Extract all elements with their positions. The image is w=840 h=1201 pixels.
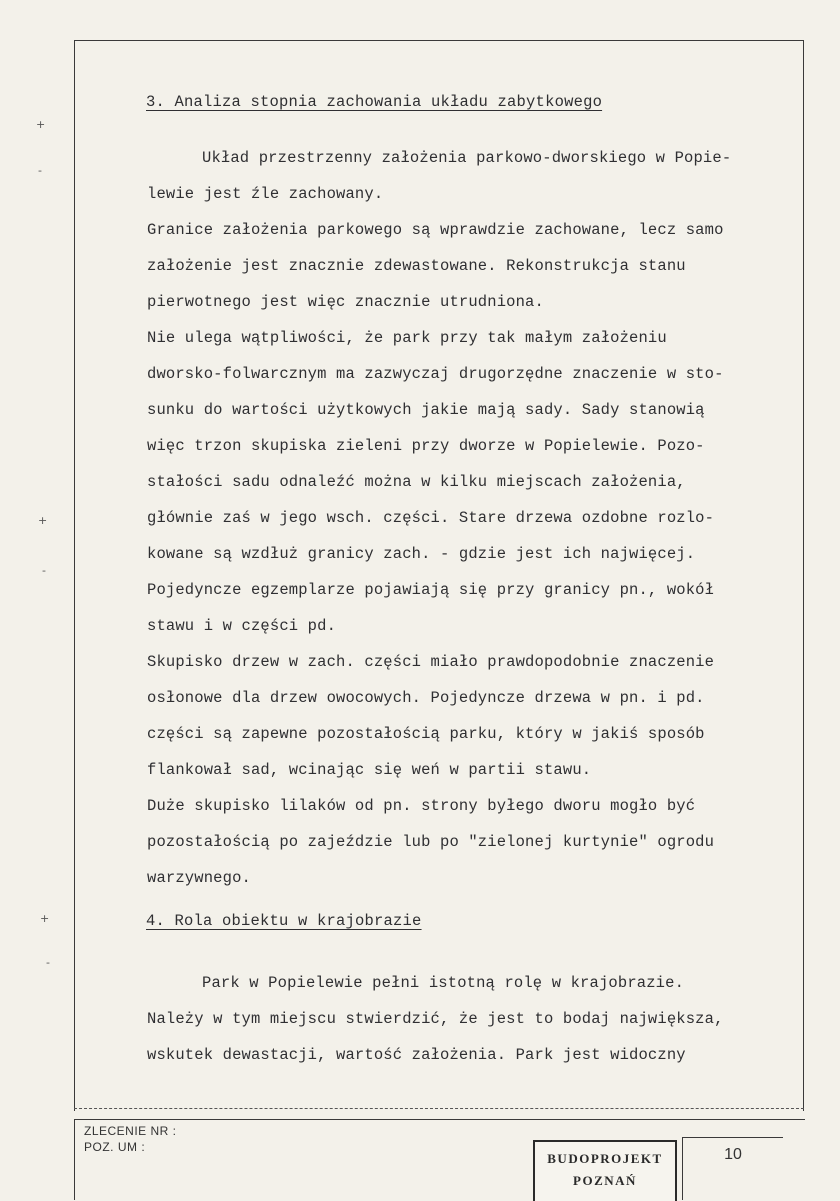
text-line: dworsko-folwarcznym ma zazwyczaj drugorzędne znaczenie w sto- bbox=[147, 365, 724, 383]
text-line: Pojedyncze egzemplarze pojawiają się przy granicy pn., wokół bbox=[147, 581, 715, 599]
page-number: 10 bbox=[724, 1146, 742, 1163]
text-line: części są zapewne pozostałością parku, który w jakiś sposób bbox=[147, 725, 705, 743]
stamp-city: POZNAŃ bbox=[573, 1173, 637, 1188]
text-line: Skupisko drzew w zach. części miało prawdopodobnie znaczenie bbox=[147, 653, 715, 671]
margin-mark: - bbox=[38, 164, 42, 177]
margin-mark: + bbox=[36, 118, 46, 131]
text-line: lewie jest źle zachowany. bbox=[147, 185, 384, 203]
margin-mark: + bbox=[38, 514, 48, 527]
page-number-box bbox=[682, 1137, 783, 1200]
margin-mark: + bbox=[40, 912, 50, 925]
text-line: Należy w tym miejscu stwierdzić, że jest to bodaj największa, bbox=[147, 1010, 724, 1028]
text-line: stawu i w części pd. bbox=[147, 617, 337, 635]
section-4-body bbox=[147, 965, 787, 1073]
text-line: Nie ulega wątpliwości, że park przy tak małym założeniu bbox=[147, 329, 667, 347]
text-line: wskutek dewastacji, wartość założenia. Park jest widoczny bbox=[147, 1046, 686, 1064]
text-line: flankował sad, wcinając się weń w partii stawu. bbox=[147, 761, 592, 779]
text-line: stałości sadu odnaleźć można w kilku miejscach założenia, bbox=[147, 473, 686, 491]
section-3-heading: 3. Analiza stopnia zachowania układu zabytkowego bbox=[146, 93, 603, 111]
text-line: Park w Popielewie pełni istotną rolę w krajobrazie. bbox=[202, 974, 685, 992]
text-line: więc trzon skupiska zieleni przy dworze w Popielewie. Pozo- bbox=[147, 437, 705, 455]
company-stamp bbox=[533, 1140, 677, 1201]
margin-mark: - bbox=[46, 956, 50, 969]
text-line: Duże skupisko lilaków od pn. strony byłego dworu mogło być bbox=[147, 797, 696, 815]
text-line: Układ przestrzenny założenia parkowo-dworskiego w Popie- bbox=[202, 149, 732, 167]
text-line: założenie jest znacznie zdewastowane. Rekonstrukcja stanu bbox=[147, 257, 686, 275]
order-number-label: ZLECENIE NR : bbox=[84, 1124, 177, 1138]
frame-bottom-rule bbox=[74, 1108, 804, 1109]
section-4-heading: 4. Rola obiektu w krajobrazie bbox=[146, 912, 422, 930]
margin-mark: - bbox=[42, 564, 46, 577]
text-line: osłonowe dla drzew owocowych. Pojedyncze drzewa w pn. i pd. bbox=[147, 689, 705, 707]
text-line: kowane są wzdłuż granicy zach. - gdzie jest ich najwięcej. bbox=[147, 545, 696, 563]
text-line: pierwotnego jest więc znacznie utrudniona. bbox=[147, 293, 544, 311]
stamp-company-name: BUDOPROJEKT bbox=[547, 1151, 663, 1166]
text-line: pozostałością po zajeździe lub po "zielonej kurtynie" ogrodu bbox=[147, 833, 715, 851]
section-3-body bbox=[147, 140, 787, 896]
position-label: POZ. UM : bbox=[84, 1140, 146, 1154]
text-line: warzywnego. bbox=[147, 869, 251, 887]
text-line: sunku do wartości użytkowych jakie mają sady. Sady stanowią bbox=[147, 401, 705, 419]
text-line: Granice założenia parkowego są wprawdzie zachowane, lecz samo bbox=[147, 221, 724, 239]
text-line: głównie zaś w jego wsch. części. Stare drzewa ozdobne rozlo- bbox=[147, 509, 715, 527]
